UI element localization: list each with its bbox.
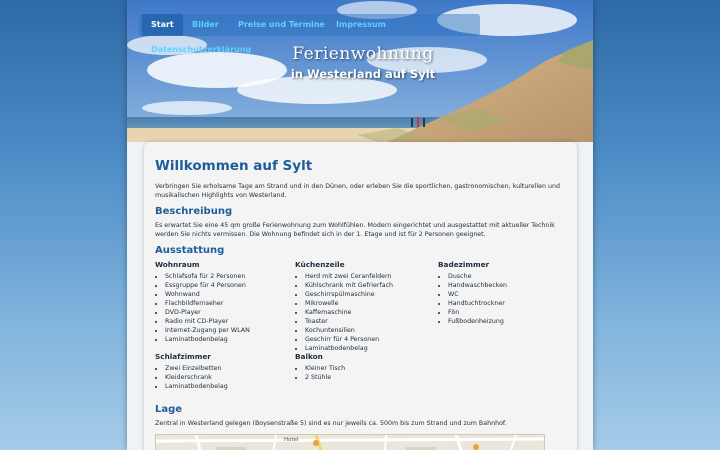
ausstattung-columns [155,260,566,352]
room-title: Badezimmer [438,260,490,269]
map-label: Hotel [284,437,299,443]
list-item: • Fußbodenheizung [448,317,507,326]
list-item: • Kleiderschrank [165,373,228,382]
beschreibung-heading: Beschreibung [155,206,233,217]
room-title: Küchenzeile [295,260,345,269]
list-item: • Fön [448,308,507,317]
list-item: • Herd mit zwei Ceranfeldern [305,272,393,281]
room-list [155,272,250,344]
room-badezimmer [438,260,507,326]
page-container [127,0,593,450]
room-list [438,272,507,326]
list-item: • Toaster [305,317,393,326]
list-item: • Laminatbodenbelag [305,344,393,353]
nav-item-preise[interactable]: Preise und Termine [238,20,325,29]
room-title: Wohnraum [155,260,200,269]
room-kuechenzeile [295,260,393,353]
list-item: • Wohnwand [165,290,250,299]
list-item: • Handtuchtrockner [448,299,507,308]
list-item: • Kaffemaschine [305,308,393,317]
lage-heading: Lage [155,404,183,415]
room-title: Balkon [295,352,323,361]
list-item: • Schlafsofa für 2 Personen [165,272,250,281]
list-item: • Dusche [448,272,507,281]
site-title: Ferienwohnung [292,44,434,64]
list-item: • Zwei Einzelbetten [165,364,228,373]
list-item: • Internet-Zugang per WLAN [165,326,250,335]
location-map[interactable] [155,434,545,450]
nav-item-start[interactable]: Start [142,14,183,36]
room-balkon [295,352,345,382]
list-item: • Laminatbodenbelag [165,335,250,344]
list-item: • Handwaschbecken [448,281,507,290]
list-item: • WC [448,290,507,299]
list-item: • Kleiner Tisch [305,364,345,373]
room-list [155,364,228,391]
list-item: • Geschirrspülmaschine [305,290,393,299]
room-wohnraum [155,260,250,344]
list-item: • Kochuntensilien [305,326,393,335]
header-banner [127,0,593,142]
ausstattung-columns-row2 [155,352,566,398]
lage-text: Zentral in Westerland gelegen (Boysenstraße 5) sind es nur jeweils ca. 500m bis zum Strand und zum Bahnhof. [155,420,507,427]
list-item: • Mikrowelle [305,299,393,308]
list-item: • DVD-Player [165,308,250,317]
nav-item-impressum[interactable]: Impressum [336,20,386,29]
ausstattung-heading: Ausstattung [155,245,225,256]
list-item: • Geschirr für 4 Personen [305,335,393,344]
list-item: • Kühlschrank mit Gefrierfach [305,281,393,290]
room-title: Schlafzimmer [155,352,211,361]
room-schlafzimmer [155,352,228,391]
main-content [144,142,577,450]
nav-item-bilder[interactable]: Bilder [192,20,219,29]
list-item: • 2 Stühle [305,373,345,382]
room-list [295,364,345,382]
map-graphic [156,435,545,450]
list-item: • Radio mit CD-Player [165,317,250,326]
list-item: • Laminatbodenbelag [165,382,228,391]
site-subtitle: in Westerland auf Sylt [290,67,436,81]
intro-text: Verbringen Sie erholsame Tage am Strand und in den Dünen, oder erleben Sie die sportlichen, gastronomischen, kulturellen und musikalischen Highlights von Westerland. [155,183,560,199]
beschreibung-text: Es erwartet Sie eine 45 qm große Ferienwohnung zum Wohlfühlen. Modern eingerichtet und ausgestattet mit aktueller Technik werden Sie nichts vermissen. Die Wohnung befindet sich in der 1. Etage und ist für 2 Personen geeignet. [155,222,555,238]
nav-item-datenschutz[interactable]: Datenschutzerklärung [151,45,252,54]
list-item: • Flachbildfernseher [165,299,250,308]
room-list [295,272,393,353]
list-item: • Essgruppe für 4 Personen [165,281,250,290]
page-heading: Willkommen auf Sylt [155,158,313,174]
